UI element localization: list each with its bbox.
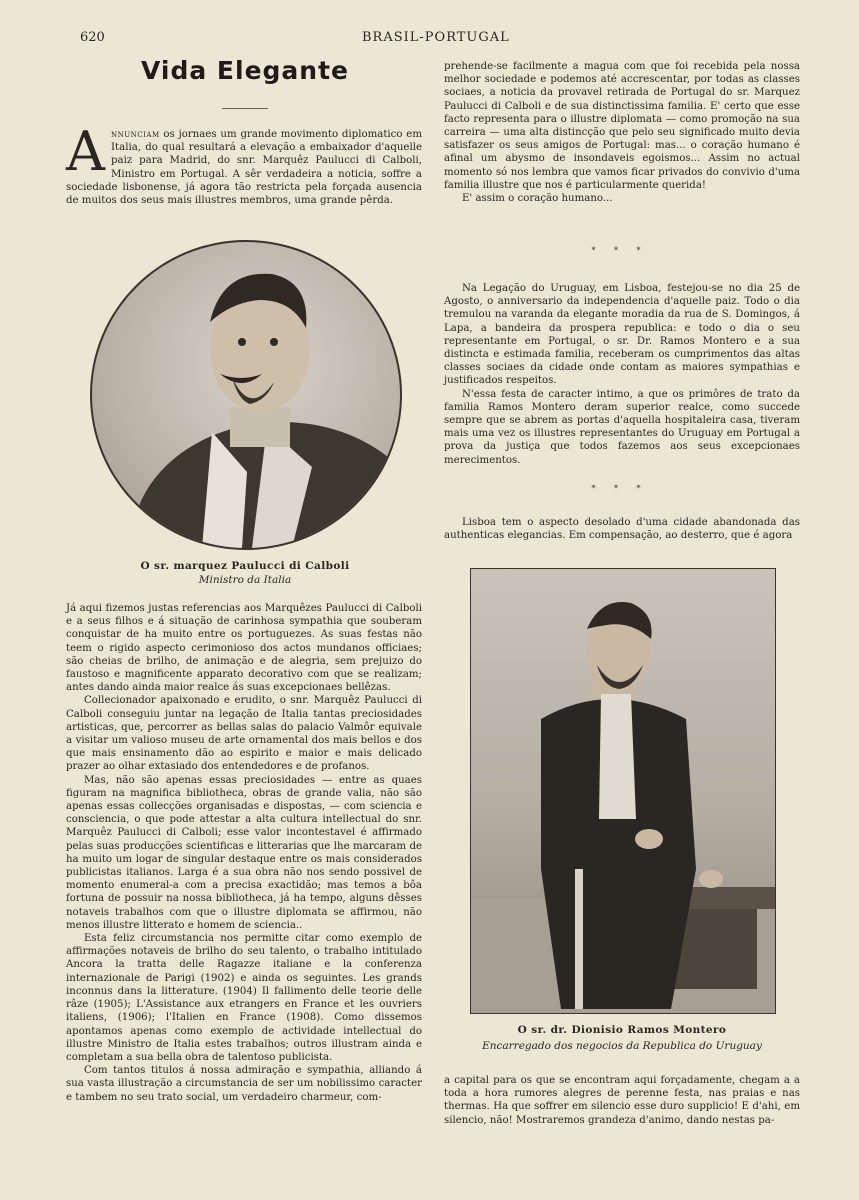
paragraph: a capital para os que se encontram aqui forçadamente, chegam a a toda a hora rumores alegres de perenne festa, nas praias e nas thermas. Ha que soffrer em silencio esse duro supplicio! E d'ahi, em silencio, não! Mostraremos grandeza d'animo, dando nestas pa-: [444, 1075, 800, 1126]
paragraph: N'essa festa de caracter intimo, a que os primôres de trato da familia Ramos Montero deram superior realce, como succede sempre que se abrem as portas d'aquella hospitaleira casa, tiveram mais uma vez os illustres representantes do Uruguay em Portugal a prova da justiça que todos fazemos aos seus excepcionaes merecimentos.: [444, 388, 800, 466]
paragraph: Mas, não são apenas essas preciosidades — entre as quaes figuram na magnifica bibliotheca, obras de grande valia, não são apenas essas collecções organisadas e dispostas, — com sciencia e consciencia, o que pode attestar a alta cultura intellectual do snr. Marquêz Paulucci di Calboli; esse valor incontestavel é affirmado pelas suas producções scientificas e litterarias que lhe marcaram de ha muito um logar de singular destaque entre os mais considerados publicistas italianos. Larga é a sua obra não nos sendo possivel de momento enumeral-a com a precisa exactidão; mas temos a bôa fortuna de possuir na nossa bibliotheca, já ha tempo, alguns dêsses notaveis trabalhos com que o illustre diplomata se affirmou, não menos illustre litterato e homem de sciencia..: [66, 774, 422, 931]
portrait-marquez-paulucci: [90, 240, 402, 550]
section-separator: * * *: [591, 484, 649, 493]
paragraph: E' assim o coração humano...: [462, 193, 613, 205]
right-column-top: [444, 60, 800, 205]
caption-name-2: O sr. dr. Dionisio Ramos Montero: [517, 1024, 727, 1036]
left-column-body: [66, 602, 422, 1104]
page-number: 620: [80, 30, 105, 45]
caption-role-1: Ministro da Italia: [198, 574, 292, 586]
running-header: BRASIL-PORTUGAL: [362, 30, 510, 45]
portrait-ramos-montero: [470, 568, 776, 1014]
paragraph: Collecionador apaixonado e erudito, o snr. Marquêz Paulucci di Calboli conseguiu juntar na legação de Italia tantas preciosidades artisticas, que, percorrer as bellas salas do palacio Valmôr equivale a visitar um valioso museu de arte ornamental dos mais bellos e dos que mais ensinamento dão ao espirito e maior e mais delicado prazer ao olhar extasiado dos entendedores e de profanos.: [66, 695, 422, 773]
paragraph: Na Legação do Uruguay, em Lisboa, festejou-se no dia 25 de Agosto, o anniversario da independencia d'aquelle paiz. Todo o dia tremulou na varanda da elegante moradia da rua de S. Domingos, á Lapa, a bandeira da prospera republica: e todo o dia o seu representante em Portugal, o sr. Dr. Ramos Montero e a sua distincta e estimada familia, receberam os cumprimentos das altas classes sociaes da cidade onde contam as maiores sympathias e justificados respeitos.: [444, 283, 800, 387]
paragraph: Esta feliz circumstancia nos permitte citar como exemplo de affirmações notaveis de brilho do seu talento, o trabalho intitulado Ancora la tratta delle Ragazze italiane e la conferenza internazionale de Parigi (1902) e ainda os seguintes. Les grands inconnus dans la litterature. (1904) Il fallimento delle teorie delle râze (1905); L'Assistance aux etrangers en France et les ouvriers italiens, (1906); l'Italien en France (1908). Como dissemos apontamos apenas como exemplo de actividade intellectual do illustre Ministro de Italia estes trabalhos; outros illustram ainda e completam a sua bella obra de talentoso publicista.: [66, 933, 422, 1063]
paragraph: prehende-se facilmente a magua com que foi recebida pela nossa melhor sociedade e podemos até accrescentar, por todas as classes sociaes, a noticia da provavel retirada de Portugal do sr. Marquez Paulucci di Calboli e de sua distinctissima familia. E' certo que esse facto representa para o illustre diplomata — como promoção na sua carreira — uma alta distincção que pelo seu significado muito devia satisfazer os seus amigos de Portugal: mas... o coração humano é afinal um abysmo de insondaveis egoismos... Assim no actual momento só nos lembra que vamos ficar privados do convivio d'uma familia illustre que nos é particularmente querida!: [444, 61, 800, 191]
caption-name-1: O sr. marquez Paulucci di Calboli: [140, 560, 350, 572]
section-separator: * * *: [591, 246, 649, 255]
title-divider: [222, 108, 268, 109]
portrait-illustration: [471, 569, 775, 1013]
article-title: Vida Elegante: [140, 56, 350, 85]
right-column-lower: [444, 516, 800, 542]
intro-smallcaps: nnunciam: [111, 129, 160, 140]
drop-cap: A: [66, 120, 105, 183]
paragraph: Já aqui fizemos justas referencias aos Marquêzes Paulucci di Calboli e a seus filhos e á situação de carinhosa sympathia que souberam conquistar de ha muito entre os portuguezes. As suas festas não teem o rigido aspecto cerimonioso dos actos mundanos officiaes; são cheias de brilho, de animação e de alegria, sem prejuizo do faustoso e magnificente apparato decorativo com que se realizam; antes dando ainda maior realce ás suas excepcionaes bellêzas.: [66, 603, 422, 694]
paragraph: Com tantos titulos á nossa admiração e sympathia, alliando á sua vasta illustração a circumstancia de ser um nobilissimo caracter e tambem no seu trato social, um verdadeiro charmeur, com-: [66, 1065, 422, 1103]
intro-text: os jornaes um grande movimento diplomatico em Italia, do qual resultará a elevação a embaixador d'aquelle paiz para Madrid, do snr. Marquêz Paulucci di Calboli, Ministro em Portugal. A sêr verdadeira a noticia, soffre a sociedade lisbonense, já agora tão restricta pela forçada ausencia de muitos dos seus mais illustres membros, uma grande pêrda.: [66, 129, 422, 207]
portrait-illustration: [92, 242, 400, 548]
right-column-bottom: [444, 1074, 800, 1127]
paragraph: Lisboa tem o aspecto desolado d'uma cidade abandonada das authenticas elegancias. Em compensação, ao desterro, que é agora: [444, 517, 800, 542]
right-column-middle: [444, 282, 800, 467]
caption-role-2: Encarregado dos negocios da Republica do Uruguay: [482, 1040, 762, 1052]
intro-paragraph: [66, 120, 422, 207]
